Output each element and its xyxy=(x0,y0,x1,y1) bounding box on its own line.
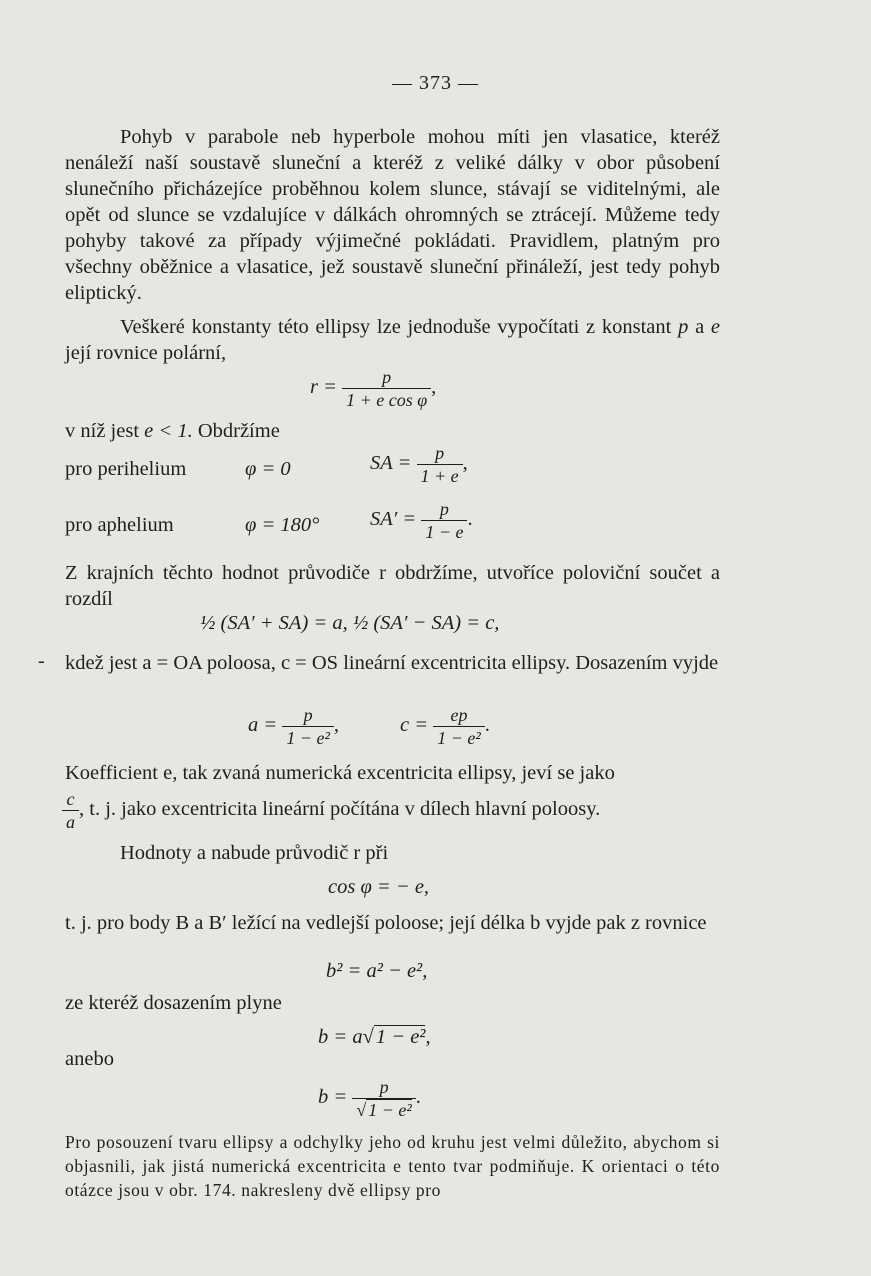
symbol-e: e xyxy=(710,316,721,338)
paragraph-3: Z krajních těchto hodnot průvodiče r obdržíme, utvoříce poloviční součet a rozdíl xyxy=(65,562,720,610)
perihelium-angle-text: φ = 0 xyxy=(245,458,291,480)
eq-polar-fraction xyxy=(342,368,431,409)
para2-text-a: Veškeré konstanty této ellipsy lze jednoduše vypočítati z konstant xyxy=(120,316,672,338)
small-print-paragraph: Pro posouzení tvaru ellipsy a odchylky jeho od kruhu jest velmi důležito, abychom si objasnili, jak jistá numerická excentricita e tento tvar podmiňuje. K orientaci o této otázce jsou v obr. 174. nakresleny dvě ellipsy pro xyxy=(65,1132,720,1200)
condition-text: v níž jest xyxy=(65,420,140,442)
aphelium-label: pro aphelium xyxy=(65,514,174,536)
anebo-label: anebo xyxy=(65,1048,114,1070)
eq-b-sqrt-trail: , xyxy=(425,1026,431,1048)
equation-b-fraction xyxy=(318,1078,421,1119)
page-number: — 373 — xyxy=(392,72,479,94)
equation-c xyxy=(400,706,490,747)
para2-text-b: její rovnice polární, xyxy=(65,342,227,364)
eq-half-text: ½ (SA′ + SA) = a, ½ (SA′ − SA) = c, xyxy=(200,612,500,634)
perihelium-angle xyxy=(245,456,291,482)
symbol-p: p xyxy=(678,316,689,338)
aphelium-den: 1 − e xyxy=(421,520,467,541)
eq-b-frac-fraction xyxy=(352,1078,415,1119)
eq-c-lhs: c = xyxy=(400,714,429,737)
eq-b-frac-num: p xyxy=(379,1077,389,1097)
eq-b2-text: b² = a² − e², xyxy=(326,960,428,982)
eq-a-den: 1 − e² xyxy=(282,726,334,747)
aphelium-angle xyxy=(245,512,319,538)
eq-a-trail: , xyxy=(333,714,340,737)
aphelium-lhs: SA′ = xyxy=(370,508,417,531)
paragraph-2 xyxy=(65,314,720,366)
paragraph-6: Hodnoty a nabude průvodič r při xyxy=(120,842,389,864)
sqrt-sign: √ xyxy=(362,1026,374,1048)
paragraph-5b-text: , t. j. jako excentricita lineární počítána v dílech hlavní poloosy. xyxy=(79,798,601,821)
perihelium-den: 1 + e xyxy=(417,464,463,485)
perihelium-label: pro perihelium xyxy=(65,458,187,480)
condition-line xyxy=(65,418,280,444)
eq-b-sqrt-root: 1 − e² xyxy=(375,1026,426,1048)
aphelium-fraction xyxy=(421,500,467,541)
eq-cos-text: cos φ = − e, xyxy=(328,876,430,898)
margin-dash: - xyxy=(38,650,45,672)
equation-a xyxy=(248,706,339,747)
c-over-a-den: a xyxy=(62,810,79,831)
equation-b-sqrt xyxy=(318,1024,431,1050)
aphelium-trail: . xyxy=(467,508,473,531)
eq-a-lhs: a = xyxy=(248,714,278,737)
perihelium-lhs: SA = xyxy=(370,452,412,475)
paragraph-4: kdež jest a = OA poloosa, c = OS lineární excentricita ellipsy. Dosazením vyjde xyxy=(65,652,719,674)
condition-tail: Obdržíme xyxy=(197,420,280,442)
equation-b-squared xyxy=(326,958,427,984)
aphelium-num: p xyxy=(439,499,449,519)
eq-c-fraction xyxy=(433,706,485,747)
eq-a-num: p xyxy=(303,705,313,725)
eq-polar-den: 1 + e cos φ xyxy=(342,388,431,409)
aphelium-equation xyxy=(370,500,473,541)
eq-polar-num: p xyxy=(382,367,392,387)
perihelium-equation xyxy=(370,444,468,485)
eq-b-frac-trail: . xyxy=(415,1086,421,1109)
eq-b-frac-den-root: 1 − e² xyxy=(368,1100,412,1120)
perihelium-fraction xyxy=(417,444,463,485)
eq-b-frac-den: √ 1 − e² xyxy=(352,1098,415,1119)
condition-expr: e < 1. xyxy=(144,420,193,442)
paragraph-8: ze kteréž dosazením plyne xyxy=(65,992,282,1014)
c-over-a-fraction xyxy=(62,790,79,831)
eq-c-trail: . xyxy=(484,714,490,737)
paragraph-5b xyxy=(62,790,600,831)
eq-b-frac-lhs: b = xyxy=(318,1086,348,1109)
eq-c-den: 1 − e² xyxy=(433,726,485,747)
equation-cos xyxy=(328,874,429,900)
c-over-a-num: c xyxy=(66,789,75,809)
perihelium-num: p xyxy=(435,443,445,463)
aphelium-angle-text: φ = 180° xyxy=(245,514,320,536)
eq-polar-lhs: r = xyxy=(310,376,337,399)
equation-half-sums xyxy=(200,610,499,636)
paragraph-5a: Koefficient e, tak zvaná numerická excentricita ellipsy, jeví se jako xyxy=(65,762,615,784)
paragraph-7: t. j. pro body B a B′ ležící na vedlejší poloose; její délka b vyjde pak z rovnice xyxy=(65,912,707,934)
eq-polar-trail: , xyxy=(431,376,437,399)
para2-and: a xyxy=(695,316,705,338)
eq-a-fraction xyxy=(282,706,334,747)
equation-polar xyxy=(310,368,436,409)
eq-c-num: ep xyxy=(450,705,468,725)
eq-b-sqrt-lhs: b = a xyxy=(318,1026,363,1048)
perihelium-trail: , xyxy=(462,452,468,475)
paragraph-1: Pohyb v parabole neb hyperbole mohou míti jen vlasatice, kteréž nenáleží naší soustavě sluneční a kteréž z veliké dálky v obor působení slunečního přicházejíce proběhnou kolem slunce, stávají se viditelnými, ale opět od slunce se vzdalujíce v dálkách ohromných se ztrácejí. Můžeme tedy pohyby takové za případy výjimečné pokládati. Pravidlem, platným pro všechny oběžnice a vlasatice, jež soustavě sluneční přináleží, jest tedy pohyb eliptický. xyxy=(65,126,720,304)
